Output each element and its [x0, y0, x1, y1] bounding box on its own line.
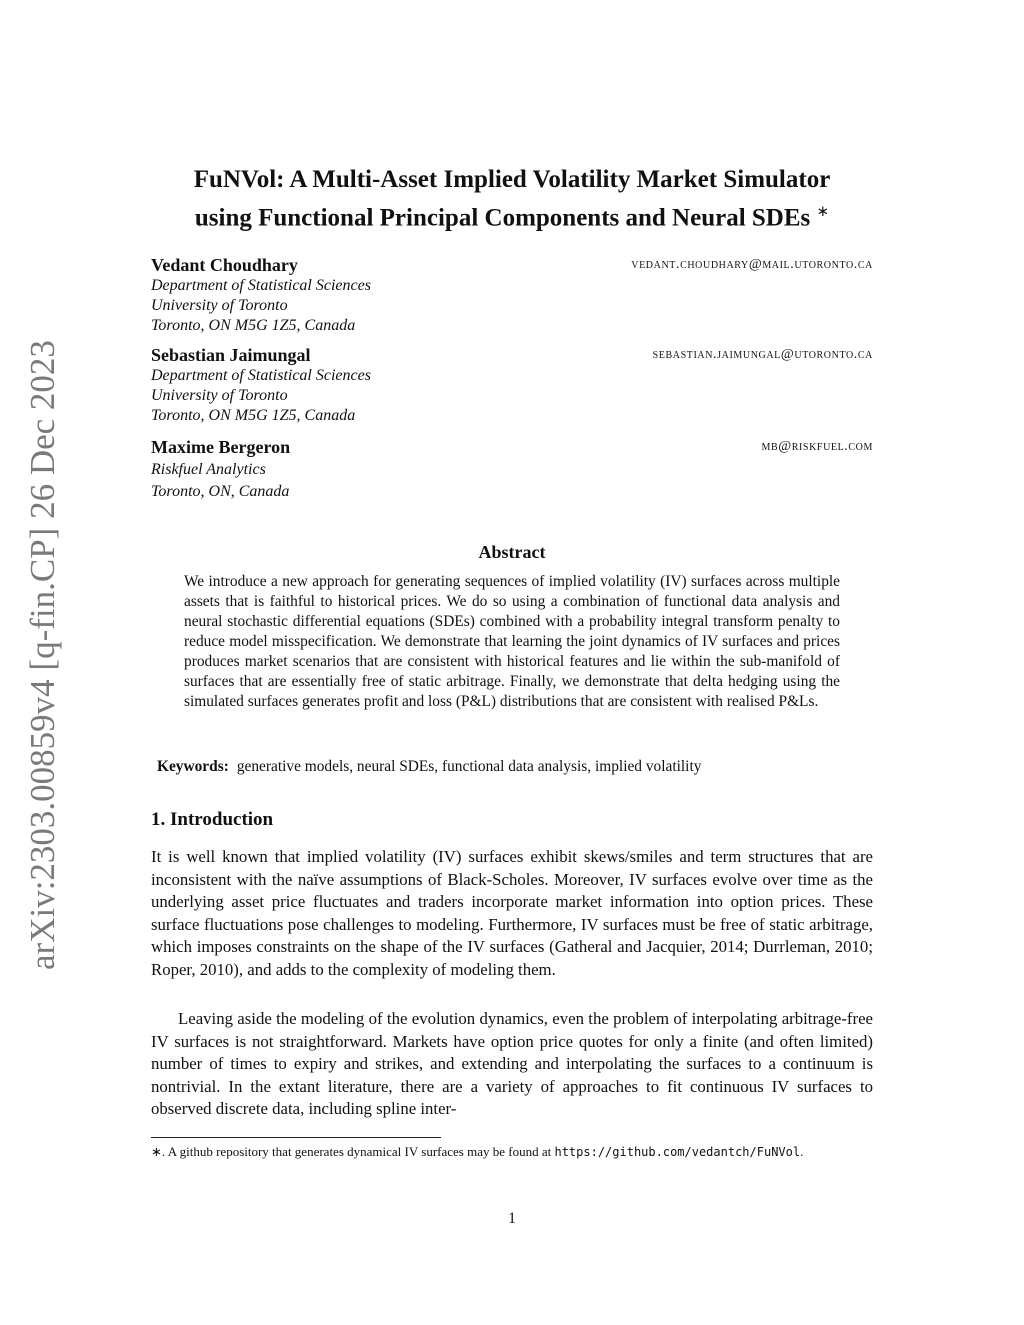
- footnote-end: .: [800, 1144, 804, 1159]
- author-name: Vedant Choudhary: [151, 255, 298, 275]
- intro-paragraph-1: It is well known that implied volatility (IV) surfaces exhibit skews/smiles and term structures that are inconsistent with the naïve assumptions of Black-Scholes. Moreover, IV surfaces evolve over time as the underlying asset price fluctuates and traders incorporate market information into option prices. These surface fluctuations pose challenges to modeling. Furthermore, IV surfaces must be free of static arbitrage, which imposes constraints on the shape of the IV surfaces (Gatheral and Jacquier, 2014; Durrleman, 2010; Roper, 2010), and adds to the complexity of modeling them.: [151, 847, 873, 979]
- title-footnote-marker: ∗: [816, 204, 830, 220]
- author-block-3: [151, 436, 873, 502]
- author-affiliation: Riskfuel Analytics: [151, 461, 266, 478]
- author-block-1: [151, 254, 873, 336]
- author-email: mb@riskfuel.com: [761, 439, 873, 454]
- keywords-text: generative models, neural SDEs, functional data analysis, implied volatility: [236, 758, 702, 775]
- footnote-link[interactable]: https://github.com/vedantch/FuNVol: [554, 1145, 801, 1159]
- keywords: [157, 757, 857, 777]
- author-affiliation: Department of Statistical Sciences: [151, 277, 371, 294]
- author-affiliation: University of Toronto: [151, 297, 288, 314]
- footnote: [151, 1142, 873, 1162]
- author-name: Sebastian Jaimungal: [151, 345, 311, 365]
- footnote-rule: [151, 1137, 441, 1138]
- footnote-marker: ∗.: [151, 1144, 166, 1159]
- author-affiliation: Toronto, ON M5G 1Z5, Canada: [151, 407, 356, 424]
- title-line-1: FuNVol: A Multi-Asset Implied Volatility Market Simulator: [193, 166, 831, 193]
- footnote-text: A github repository that generates dynamical IV surfaces may be found at: [167, 1144, 552, 1159]
- paper-title: [130, 164, 894, 234]
- page-number: 1: [508, 1210, 516, 1227]
- title-line-2: [130, 196, 894, 234]
- section-heading: 1. Introduction: [151, 809, 274, 830]
- abstract-heading: Abstract: [478, 542, 546, 562]
- author-email: vedant.choudhary@mail.utoronto.ca: [631, 257, 873, 272]
- author-block-2: [151, 344, 873, 426]
- arxiv-stamp: arXiv:2303.00859v4 [q-fin.CP] 26 Dec 2023: [23, 340, 62, 970]
- author-name: Maxime Bergeron: [151, 437, 291, 457]
- author-affiliation: Toronto, ON, Canada: [151, 483, 290, 500]
- author-affiliation: Toronto, ON M5G 1Z5, Canada: [151, 317, 356, 334]
- title-line-2-text: using Functional Principal Components and Neural SDEs: [194, 204, 811, 232]
- keywords-label: Keywords:: [157, 758, 229, 775]
- intro-paragraph-2: Leaving aside the modeling of the evolution dynamics, even the problem of interpolating arbitrage-free IV surfaces is not straightforward. Markets have option price quotes for only a finite (and often limited) number of times to expiry and strikes, and extending and interpolating the surfaces to a continuum is nontrivial. In the extant literature, there are a variety of approaches to fit continuous IV surfaces to observed discrete data, including spline inter-: [151, 1009, 873, 1119]
- author-affiliation: Department of Statistical Sciences: [151, 367, 371, 384]
- abstract-body: We introduce a new approach for generating sequences of implied volatility (IV) surfaces across multiple assets that is faithful to historical prices. We do so using a combination of functional data analysis and neural stochastic differential equations (SDEs) combined with a probability integral transform penalty to reduce model misspecification. We demonstrate that learning the joint dynamics of IV surfaces and prices produces market scenarios that are consistent with historical features and lie within the sub-manifold of surfaces that are essentially free of static arbitrage. Finally, we demonstrate that delta hedging using the simulated surfaces generates profit and loss (P&L) distributions that are consistent with realised P&Ls.: [184, 573, 840, 710]
- author-email: sebastian.jaimungal@utoronto.ca: [652, 347, 873, 362]
- author-affiliation: University of Toronto: [151, 387, 288, 404]
